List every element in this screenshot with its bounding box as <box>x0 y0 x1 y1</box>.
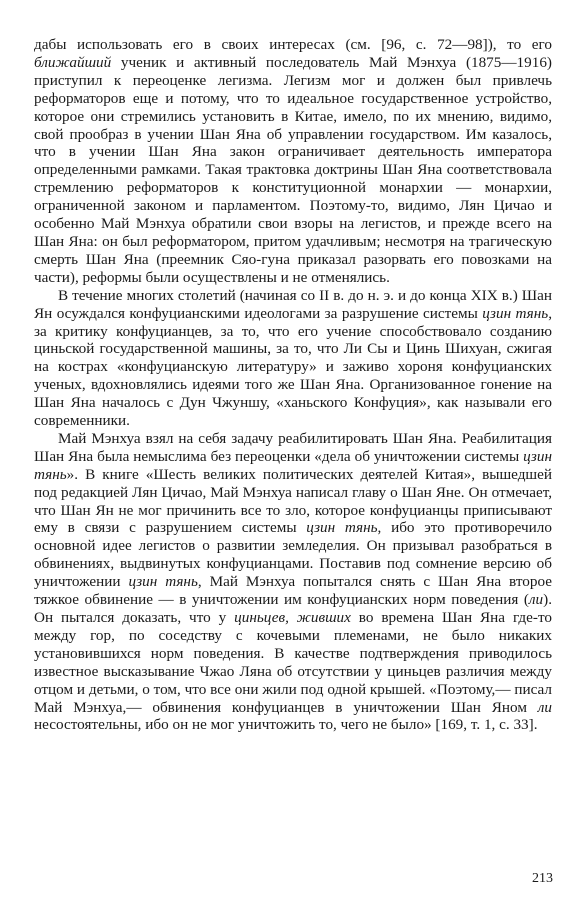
italic-term: цзин тянь <box>482 304 549 322</box>
text-run: ». В книге «Шесть великих политических деятелей Китая», вышедшей под редакцией Лян Цичао, Май Мэнхуа написал главу о Шан Яне. Он отмечает, что Шан Ян не мог причинить все то зло, которое конфуцианцы приписывают ему в связи с разрушением системы <box>34 465 552 537</box>
text-run: несостоятельны, ибо он не мог уничтожить то, чего не было» [169, т. 1, с. 33]. <box>34 716 538 734</box>
italic-term: цзин тянь <box>306 519 378 537</box>
text-run: , Май Мэнхуа попытался снять с Шан Яна второе тяжкое обвинение — в уничтожении им конфуцианских норм поведения ( <box>34 573 552 609</box>
paragraph-2 <box>34 287 552 430</box>
italic-term: ли <box>537 698 552 716</box>
paragraph-1 <box>34 36 552 287</box>
text-run: Май Мэнхуа взял на себя задачу реабилитировать Шан Яна. Реабилитация Шан Яна была немыслима без переоценки «дела об уничтожении системы <box>34 429 552 465</box>
italic-term: циньцев, живших <box>234 609 351 626</box>
page-number: 213 <box>532 871 553 886</box>
text-run: В течение многих столетий (начиная со II в. до н. э. и до конца XIX в.) Шан Ян осуждался конфуцианскими идеологами за разрушение системы <box>34 286 552 322</box>
text-run: во времена Шан Яна где-то между гор, по соседству с кочевыми племенами, не было никаких установившихся норм поведения. В качестве подтверждения приводилось известное высказывание Чжао Ляна об отсутствии у циньцев различия между отцом и детьми, о том, что все они жили под одной крышей. «Поэтому,— писал Май Мэнхуа,— обвинения конфуцианцев в уничтожении Шан Яном <box>34 609 552 716</box>
italic-term: цзин тянь <box>128 573 198 591</box>
italic-term: ли <box>528 591 544 609</box>
paragraph-3 <box>34 430 552 734</box>
italic-term: ближайший <box>34 53 112 71</box>
text-run: ученик и активный последователь Май Мэнхуа (1875—1916) приступил к переоценке легизма. Легизм мог и должен был привлечь реформаторов еще и потому, что то идеальное государственное устройство, которое они стремились установить в Китае, имело, по их мнению, видимо, свой прообраз в учении Шан Яна об управлении государством. Им казалось, что в учении Шан Яна закон ограничивает деятельность императора определенными рамками. Такая трактовка доктрины Шан Яна соответствовала стремлению реформаторов к конституционной монархии — монархии, ограниченной законом и парламентом. Поэтому-то, видимо, Лян Цичао и особенно Май Мэнхуа обратили свои взоры на легистов, и прежде всего на Шан Яна: он был реформатором, притом удачливым; несмотря на трагическую смерть Шан Яна (преемник Сяо-гуна приказал разорвать его повозками на части), реформы были осуществлены и не отменялись. <box>34 53 552 286</box>
italic-term: цзин тянь <box>34 447 552 483</box>
text-run: дабы использовать его в своих интересах (см. [96, с. 72—98]), то его <box>34 36 552 53</box>
text-run: , ибо это противоречило основной идее легистов о развитии земледелия. Он призывал разобраться в обвинениях, выдвинутых конфуцианцами. Поставив под сомнение версию об уничтожении <box>34 519 552 591</box>
text-run: ). Он пытался доказать, что у <box>34 591 552 626</box>
text-run: , за критику конфуцианцев, за то, что его учение способствовало созданию циньской государственной машины, за то, что Ли Сы и Цинь Шихуан, сжигая на кострах «конфуцианскую литературу» и заживо хороня конфуцианских ученых, вдохновлялись идеями того же Шан Яна. Организованное гонение на Шан Яна началось с Дун Чжуншу, «ханьского Конфуция», как называли его современники. <box>34 304 552 430</box>
document-page <box>34 36 552 914</box>
